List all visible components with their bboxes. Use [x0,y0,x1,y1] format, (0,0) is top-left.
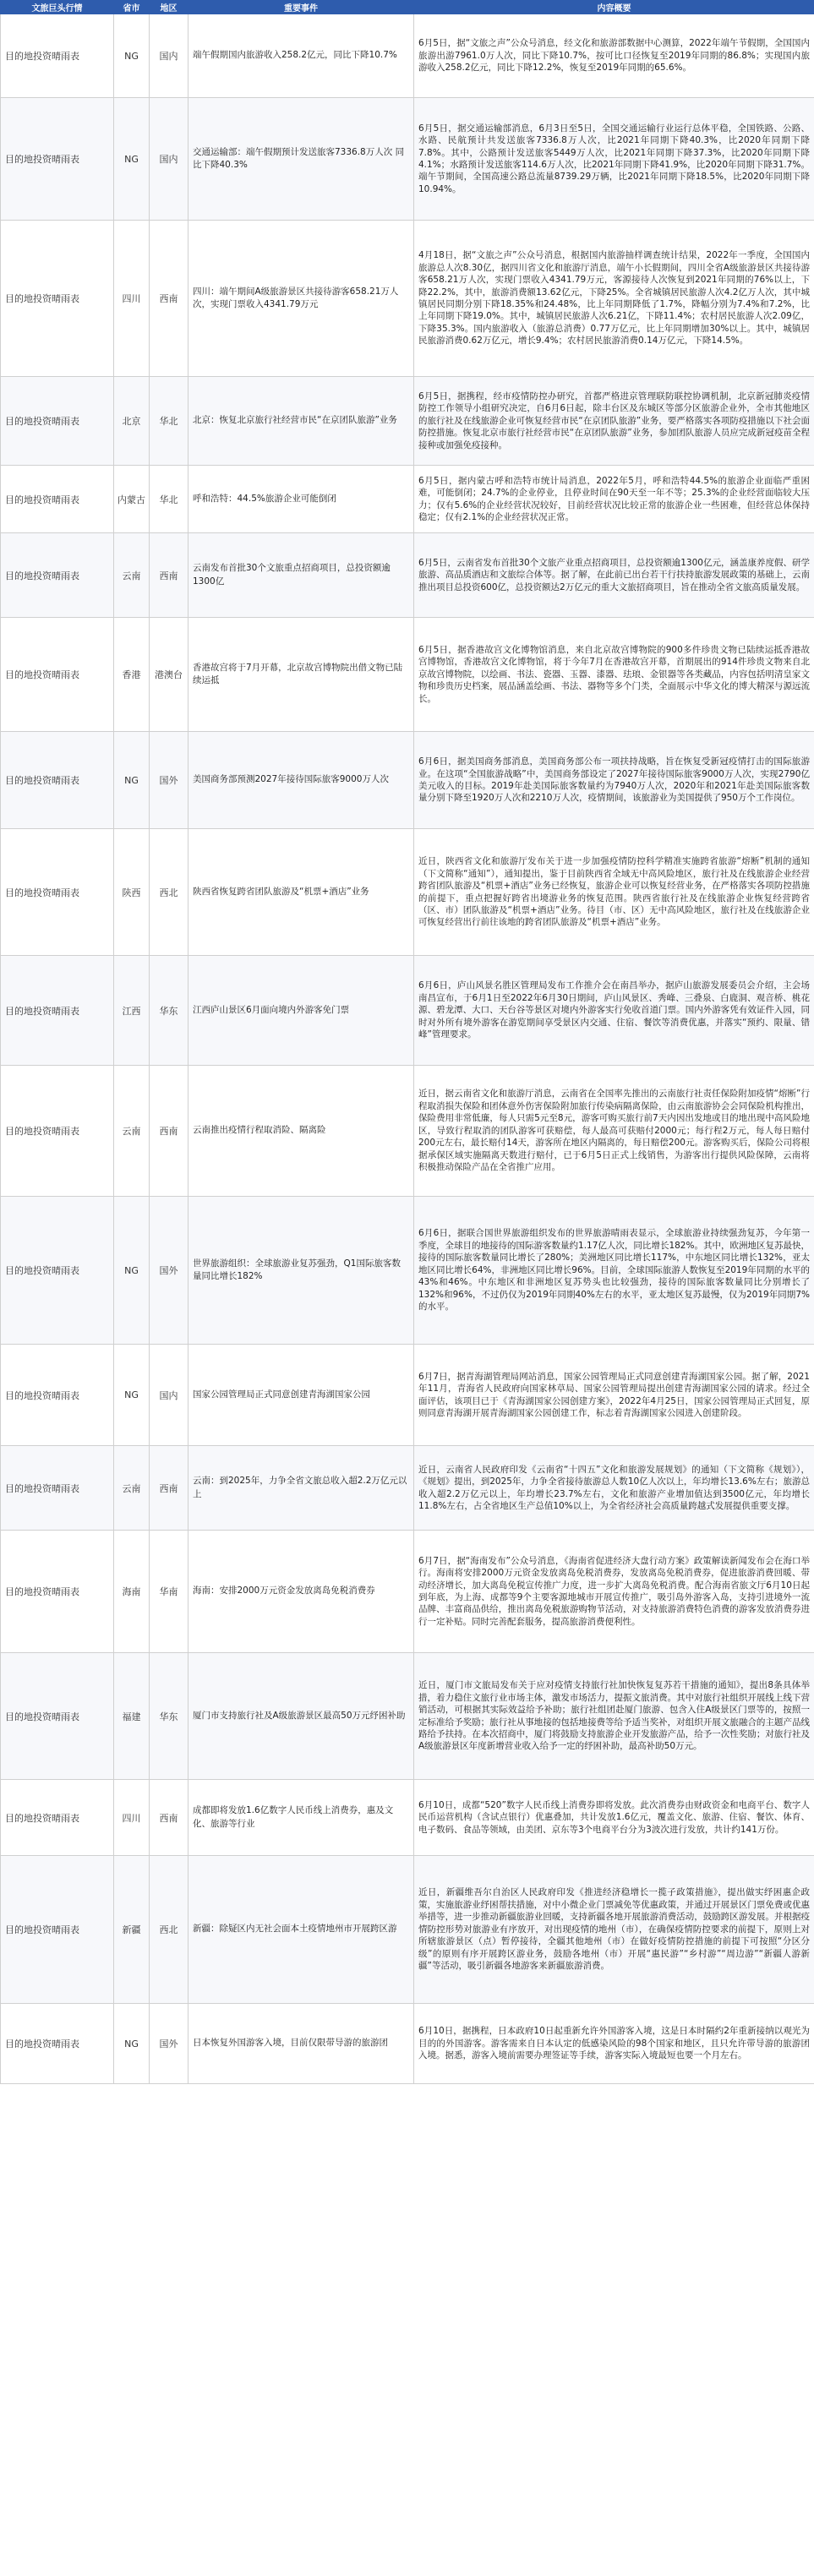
brand-cell: 目的地投资晴雨表 [1,732,114,829]
summary-cell: 6月5日，据香港故宫文化博物馆消息，来自北京故宫博物院的900多件珍贵文物已陆续运抵香港故宫博物馆，香港故宫文化博物馆，将于今年7月在香港故宫开幕，首期展出的914件珍贵文物来自北京故宫博物院，以绘画、书法、瓷器、玉器、漆器、珐琅、金银器等各类藏品，内容包括明清皇家文物和珍贵历史档案，展品涵盖绘画、书法、器物等多个门类，全面展示中华文化的博大精深与源远流长。 [414,618,814,732]
brand-cell: 目的地投资晴雨表 [1,221,114,377]
event-cell: 江西庐山景区6月面向境内外游客免门票 [188,956,414,1066]
summary-cell: 6月10日，据携程，日本政府10日起重新允许外国游客入境，这是日本时隔约2年重新接纳以观光为目的的外国游客。游客需来自日本认定的低感染风险的98个国家和地区，且只允许带导游的旅游团入境。据悉，游客入境前需要办理签证等手续，游客实际入境最短也要一个月左右。 [414,2004,814,2084]
event-cell: 交通运输部：端午假期预计发送旅客7336.8万人次 同比下降40.3% [188,98,414,221]
brand-cell: 目的地投资晴雨表 [1,14,114,98]
province-cell: NG [114,14,150,98]
event-cell: 云南发布首批30个文旅重点招商项目，总投资额逾1300亿 [188,533,414,618]
event-cell: 呼和浩特：44.5%旅游企业可能倒闭 [188,466,414,533]
province-cell: NG [114,1345,150,1446]
table-row [1,1066,814,1197]
table-row [1,1345,814,1446]
province-cell: 北京 [114,377,150,466]
province-cell: 四川 [114,1780,150,1856]
province-cell: NG [114,2004,150,2084]
region-cell: 西南 [150,1066,188,1197]
summary-cell: 6月5日，据“文旅之声”公众号消息，经文化和旅游部数据中心测算，2022年端午节假期，全国国内旅游出游7961.0万人次，同比下降10.7%，按可比口径恢复至2019年同期的86.8%；实现国内旅游收入258.2亿元，同比下降12.2%，恢复至2019年同期的65.6%。 [414,14,814,98]
table-row [1,956,814,1066]
event-cell: 云南：到2025年，力争全省文旅总收入超2.2万亿元以上 [188,1446,414,1531]
brand-cell: 目的地投资晴雨表 [1,829,114,956]
brand-cell: 目的地投资晴雨表 [1,98,114,221]
event-cell: 云南推出疫情行程取消险、隔离险 [188,1066,414,1197]
event-cell: 成都即将发放1.6亿数字人民币线上消费券，惠及文化、旅游等行业 [188,1780,414,1856]
table-row [1,732,814,829]
event-cell: 海南：安排2000万元资金发放离岛免税消费券 [188,1531,414,1653]
province-cell: NG [114,1197,150,1345]
province-cell: 云南 [114,1066,150,1197]
table-row [1,466,814,533]
region-cell: 国外 [150,1197,188,1345]
table-row [1,1446,814,1531]
summary-cell: 近日，厦门市文旅局发布关于应对疫情支持旅行社加快恢复复苏若干措施的通知》，提出8条具体举措，着力稳住文旅行业市场主体，激发市场活力，提振文旅消费。其中对旅行社组织开展线上线下营销活动，可根据其实际效益给予补助；旅行社组团赴厦门旅游、包含入住A级景区门票等的，按照一定标准给予奖励；旅行社从事地接的包括地接费等给予适当奖补，对组织开展文旅融合的主题产品线路给予扶持。在本次招商中，厦门将鼓励支持旅游企业开发旅游产品，给予一次性奖励；对旅行社及A级旅游景区年度新增营业收入给予一定的纾困补助，最高补助50万元。 [414,1653,814,1780]
event-cell: 国家公园管理局正式同意创建青海湖国家公园 [188,1345,414,1446]
event-cell: 厦门市支持旅行社及A级旅游景区最高50万元纾困补助 [188,1653,414,1780]
summary-cell: 6月5日，据交通运输部消息，6月3日至5日，全国交通运输行业运行总体平稳，全国铁路、公路、水路、民航预计共发送旅客7336.8万人次，比2021年同期下降40.3%，比2020年同期下降7.8%。其中，公路预计发送旅客5449万人次，比2021年同期下降37.3%，比2020年同期下降4.1%；水路预计发送旅客114.6万人次，比2021年同期下降41.9%，比2020年同期下降31.7%。端午节期间，全国高速公路总流量8739.29万辆，比2021年同期下降18.5%，比2020年同期下降10.94%。 [414,98,814,221]
table-row [1,1653,814,1780]
summary-cell: 6月6日，据联合国世界旅游组织发布的世界旅游晴雨表显示，全球旅游业持续强劲复苏，今年第一季度，全球目的地接待的国际游客数量约1.17亿人次，同比增长182%。其中，欧洲地区复苏最快，接待的国际旅客数量同比增长了280%；美洲地区同比增长117%，中东地区同比增长132%，亚太地区同比增长64%，非洲地区同比增长96%。目前，全球国际旅游人数恢复至2019年同期的水平的43%和46%。中东地区和非洲地区复苏势头也比较强劲，接待的国际旅客数量同比分别增长了132%和96%，不过仍仅为2019年同期40%左右的水平，亚太地区复苏最慢，仅为2019年同期7%的水平。 [414,1197,814,1345]
table-row [1,377,814,466]
header-province: 省市 [114,1,150,14]
province-cell: 海南 [114,1531,150,1653]
event-cell: 美国商务部预测2027年接待国际旅客9000万人次 [188,732,414,829]
province-cell: 香港 [114,618,150,732]
summary-cell: 6月6日，据美国商务部消息，美国商务部公布一项扶持战略，旨在恢复受新冠疫情打击的国际旅游业。在这项“全国旅游战略”中，美国商务部设定了2027年接待国际旅客9000万人次，实现2790亿美元收入的目标。2019年赴美国际旅客数量约为7940万人次，2020年和2021年赴美国际旅客数量分别下降至1920万人次和2210万人次，疫情期间，该旅游业为美国提供了950万个工作岗位。 [414,732,814,829]
province-cell: NG [114,732,150,829]
brand-cell: 目的地投资晴雨表 [1,1653,114,1780]
brand-cell: 目的地投资晴雨表 [1,1856,114,2004]
summary-cell: 6月10日，成都“520”数字人民币线上消费券即将发放。此次消费券由财政资金和电商平台、数字人民币运营机构（含试点银行）优惠叠加，共计发放1.6亿元，覆盖文化、旅游、住宿、餐饮、体育、电子数码、食品等领域，由美团、京东等3个电商平台分为3波次进行发放，共计约141万份。 [414,1780,814,1856]
event-cell: 世界旅游组织：全球旅游业复苏强劲，Q1国际旅客数量同比增长182% [188,1197,414,1345]
province-cell: 福建 [114,1653,150,1780]
region-cell: 港澳台 [150,618,188,732]
table-row [1,98,814,221]
region-cell: 华东 [150,956,188,1066]
region-cell: 国内 [150,1345,188,1446]
summary-cell: 近日，新疆维吾尔自治区人民政府印发《推进经济稳增长一揽子政策措施》，提出做实纾困惠企政策，实施旅游业纾困帮扶措施，对中小微企业门票减免等优惠政策，并通过开展景区门票免费或优惠举措等，进一步推动新疆旅游业回暖，支持新疆各地开展旅游消费活动，鼓励跨区游发展。并根据疫情防控形势对旅游业有序放开，对出现疫情的地州（市），在确保疫情防控要求的前提下，原则上对所辖旅游景区（点）暂停接待，全疆其他地州（市）在做好疫情防控措施的前提下可按照“分区分级”的原则有序开展跨区游业务，鼓励各地州（市）开展“惠民游”“乡村游”“周边游”“新疆人游新疆”等活动，吸引新疆各地游客来新疆旅游消费。 [414,1856,814,2004]
province-cell: 新疆 [114,1856,150,2004]
region-cell: 国内 [150,98,188,221]
summary-cell: 近日，陕西省文化和旅游厅发布关于进一步加强疫情防控科学精准实施跨省旅游“熔断”机制的通知（下文简称“通知”），通知提出，鉴于目前陕西省全域无中高风险地区，旅行社及在线旅游企业经营跨省团队旅游及“机票+酒店”业务已经恢复，旅游企业可以恢复经营业务，在严格落实各项防控措施的前提下，重点把握好跨省出境游业务的恢复范围。陕西省旅行社及在线旅游企业恢复经营跨省（区、市）团队旅游及“机票+酒店”业务。待目（市、区）无中高风险地区，旅行社及在线旅游企业可恢复经营出行前往该地的跨省团队旅游及“机票+酒店”业务。 [414,829,814,956]
header-row [1,1,814,14]
brand-cell: 目的地投资晴雨表 [1,1780,114,1856]
header-region: 地区 [150,1,188,14]
region-cell: 国外 [150,2004,188,2084]
table-row [1,1856,814,2004]
brand-cell: 目的地投资晴雨表 [1,377,114,466]
region-cell: 西北 [150,829,188,956]
brand-cell: 目的地投资晴雨表 [1,1345,114,1446]
table-row [1,1780,814,1856]
table-row [1,618,814,732]
brand-cell: 目的地投资晴雨表 [1,466,114,533]
header-event: 重要事件 [188,1,414,14]
region-cell: 西南 [150,1446,188,1531]
summary-cell: 6月7日，据“海南发布”公众号消息，《海南省促进经济大盘行动方案》政策解读新闻发布会在海口举行。海南将安排2000万元资金发放离岛免税消费券，发放离岛免税消费券，促进旅游消费回暖、带动经济增长，加大离岛免税宣传推广力度，进一步扩大离岛免税消费。配合海南省旅文厅6月10日起到年底，为上海、成都等9个主要客源地城市开展宣传推广，吸引岛外游客入岛，支持引进境外一流品牌、丰富商品供给，推出离岛免税旅游购物节活动，对支持旅游消费特色消费的游客发放消费券进行一定补贴。同时完善配套服务，提高旅游消费便利性。 [414,1531,814,1653]
province-cell: 陕西 [114,829,150,956]
summary-cell: 4月18日，据“文旅之声”公众号消息，根据国内旅游抽样调查统计结果，2022年一季度，全国国内旅游总人次8.30亿，据四川省文化和旅游厅消息，端午小长假期间，四川全省A级旅游景区共接待游客658.21万人次，实现门票收入4341.79万元，客源接待人次恢复到2021年同期的76%以上，下降22.2%，其中，旅游消费额13.62亿元，下降25%。全省城镇居民旅游人次4.2亿万人次，其中城镇居民同期分别下降18.35%和24.48%，比上年同期降低了1.7%，降幅分别为7.4%和7.2%，比上年同期下降19.0%。其中，城镇居民旅游人次6.21亿，下降11.4%；农村居民旅游人次2.09亿，下降35.3%。国内旅游收入（旅游总消费）0.77万亿元，比上年同期增加30%以上。其中，城镇居民旅游消费0.62万亿元，增长9.4%；农村居民旅游消费0.14万亿元，下降14.5%。 [414,221,814,377]
province-cell: 江西 [114,956,150,1066]
table-row [1,1197,814,1345]
event-cell: 新疆：除疑区内无社会面本土疫情地州市开展跨区游 [188,1856,414,2004]
table-row [1,221,814,377]
summary-cell: 近日，云南省人民政府印发《云南省“十四五”文化和旅游发展规划》的通知（下文简称《规划》），《规划》提出，到2025年，力争全省接待旅游总人数10亿人次以上，年均增长13.6%左右；旅游总收入超2.2万亿元以上，年均增长23.7%左右，文化和旅游产业增加值达到3500亿元，年均增长11.8%左右，占全省地区生产总值10%以上，为全省经济社会高质量跨越式发展提供重要支撑。 [414,1446,814,1531]
brand-cell: 目的地投资晴雨表 [1,956,114,1066]
summary-cell: 6月7日，据青海湖管理局网站消息，国家公园管理局正式同意创建青海湖国家公园。据了解，2021年11月，青海省人民政府向国家林草局、国家公园管理局提出创建青海湖国家公园的请求。经过全面评估，该项目已于《青海湖国家公园创建方案》，2022年4月25日，国家公园管理局正式回复，原则同意青海湖开展青海湖国家公园创建工作，标志着青海湖国家公园进入创建阶段。 [414,1345,814,1446]
table-row [1,1531,814,1653]
event-cell: 日本恢复外国游客入境，目前仅限带导游的旅游团 [188,2004,414,2084]
table-row [1,2004,814,2084]
region-cell: 国外 [150,732,188,829]
region-cell: 西南 [150,1780,188,1856]
summary-cell: 6月6日，庐山风景名胜区管理局发布工作推介会在南昌举办，据庐山旅游发展委员会介绍，主会场南昌宣布，于6月1日至2022年6月30日期间，庐山风景区、秀峰、三叠泉、白鹿洞、观音桥、桃花源、碧龙潭、大口、天台谷等景区对境内外游客实行免收首道门票。国内外游客凭有效证件入园，同时对外所有境外游客在游览期间享受景区内交通、住宿、餐饮等消费优惠，并落实“预约、限量、错峰”管理要求。 [414,956,814,1066]
brand-cell: 目的地投资晴雨表 [1,533,114,618]
province-cell: 云南 [114,533,150,618]
event-cell: 四川：端午期间A级旅游景区共接待游客658.21万人次，实现门票收入4341.79万元 [188,221,414,377]
region-cell: 西南 [150,533,188,618]
table-row [1,533,814,618]
table-row [1,14,814,98]
brand-cell: 目的地投资晴雨表 [1,1197,114,1345]
province-cell: 四川 [114,221,150,377]
event-cell: 陕西省恢复跨省团队旅游及“机票+酒店”业务 [188,829,414,956]
brand-cell: 目的地投资晴雨表 [1,1446,114,1531]
brand-cell: 目的地投资晴雨表 [1,618,114,732]
brand-cell: 目的地投资晴雨表 [1,2004,114,2084]
brand-cell: 目的地投资晴雨表 [1,1066,114,1197]
region-cell: 华东 [150,1653,188,1780]
header-brand: 文旅巨头行情 [1,1,114,14]
province-cell: NG [114,98,150,221]
region-cell: 华北 [150,466,188,533]
event-cell: 香港故宫将于7月开幕，北京故宫博物院出借文物已陆续运抵 [188,618,414,732]
region-cell: 西南 [150,221,188,377]
province-cell: 内蒙古 [114,466,150,533]
event-cell: 北京：恢复北京旅行社经营市民“在京团队旅游”业务 [188,377,414,466]
brand-cell: 目的地投资晴雨表 [1,1531,114,1653]
province-cell: 云南 [114,1446,150,1531]
summary-cell: 6月5日，云南省发布首批30个文旅产业重点招商项目，总投资额逾1300亿元，涵盖康养度假、研学旅游、高品质酒店和文旅综合体等。据了解，在此前已出台若干行扶持旅游发展政策的基础上，云南推出项目总投资600亿，总投资额达2万亿元的重大文旅招商项目，旨在推动全省文旅高质量发展。 [414,533,814,618]
event-cell: 端午假期国内旅游收入258.2亿元，同比下降10.7% [188,14,414,98]
region-cell: 华北 [150,377,188,466]
region-cell: 西北 [150,1856,188,2004]
table-row [1,829,814,956]
region-cell: 国内 [150,14,188,98]
summary-cell: 6月5日，据携程，经市疫情防控办研究，首都严格进京管理联防联控协调机制，北京新冠肺炎疫情防控工作领导小组研究决定，自6月6日起，除丰台区及东城区等部分区旅游企业外，全市其他地区的旅行社及在线旅游企业可恢复经营市民“在京团队旅游”业务，要严格落实各项防疫措施以下社会面防控措施。恢复北京市旅行社经营市民“在京团队旅游”业务，参加团队旅游人员应完成新冠疫苗全程接种或加强免疫接种。 [414,377,814,466]
region-cell: 华南 [150,1531,188,1653]
summary-cell: 6月5日，据内蒙古呼和浩特市统计局消息，2022年5月，呼和浩特44.5%的旅游企业面临严重困难，可能倒闭；24.7%的企业停业，且停业时间在90天至一年不等；25.3%的企业经营面临较大压力；仅有5.6%的企业经营状况较好，目前经营状况比较正常的旅游企业一些困难，但经营总体保持稳定；仅有2.1%的企业经营状况正常。 [414,466,814,533]
summary-cell: 近日，据云南省文化和旅游厅消息，云南省在全国率先推出的云南旅行社责任保险附加疫情“熔断”行程取消损失保险和团体意外伤害保险附加旅行传染病隔离保险，由云南旅游协会会同保险机构推出，保险费用非常低廉，每人只需5元至8元，游客可购买旅行前7天内因出发地或目的地出现中高风险地区，导致行程取消的团队游客可获赔偿，每人最高可获赔付2000元；每行程2万元，每人每日赔付200元左右，最长赔付14天，游客所在地区内隔离的，每日赔偿200元。游客购买后，保险公司将根据承保区域实施隔离天数进行赔付，已于6月5日正式上线销售，为游客出行提供风险保障，云南将积极推动保险产品在全省推广应用。 [414,1066,814,1197]
header-summary: 内容概要 [414,1,814,14]
